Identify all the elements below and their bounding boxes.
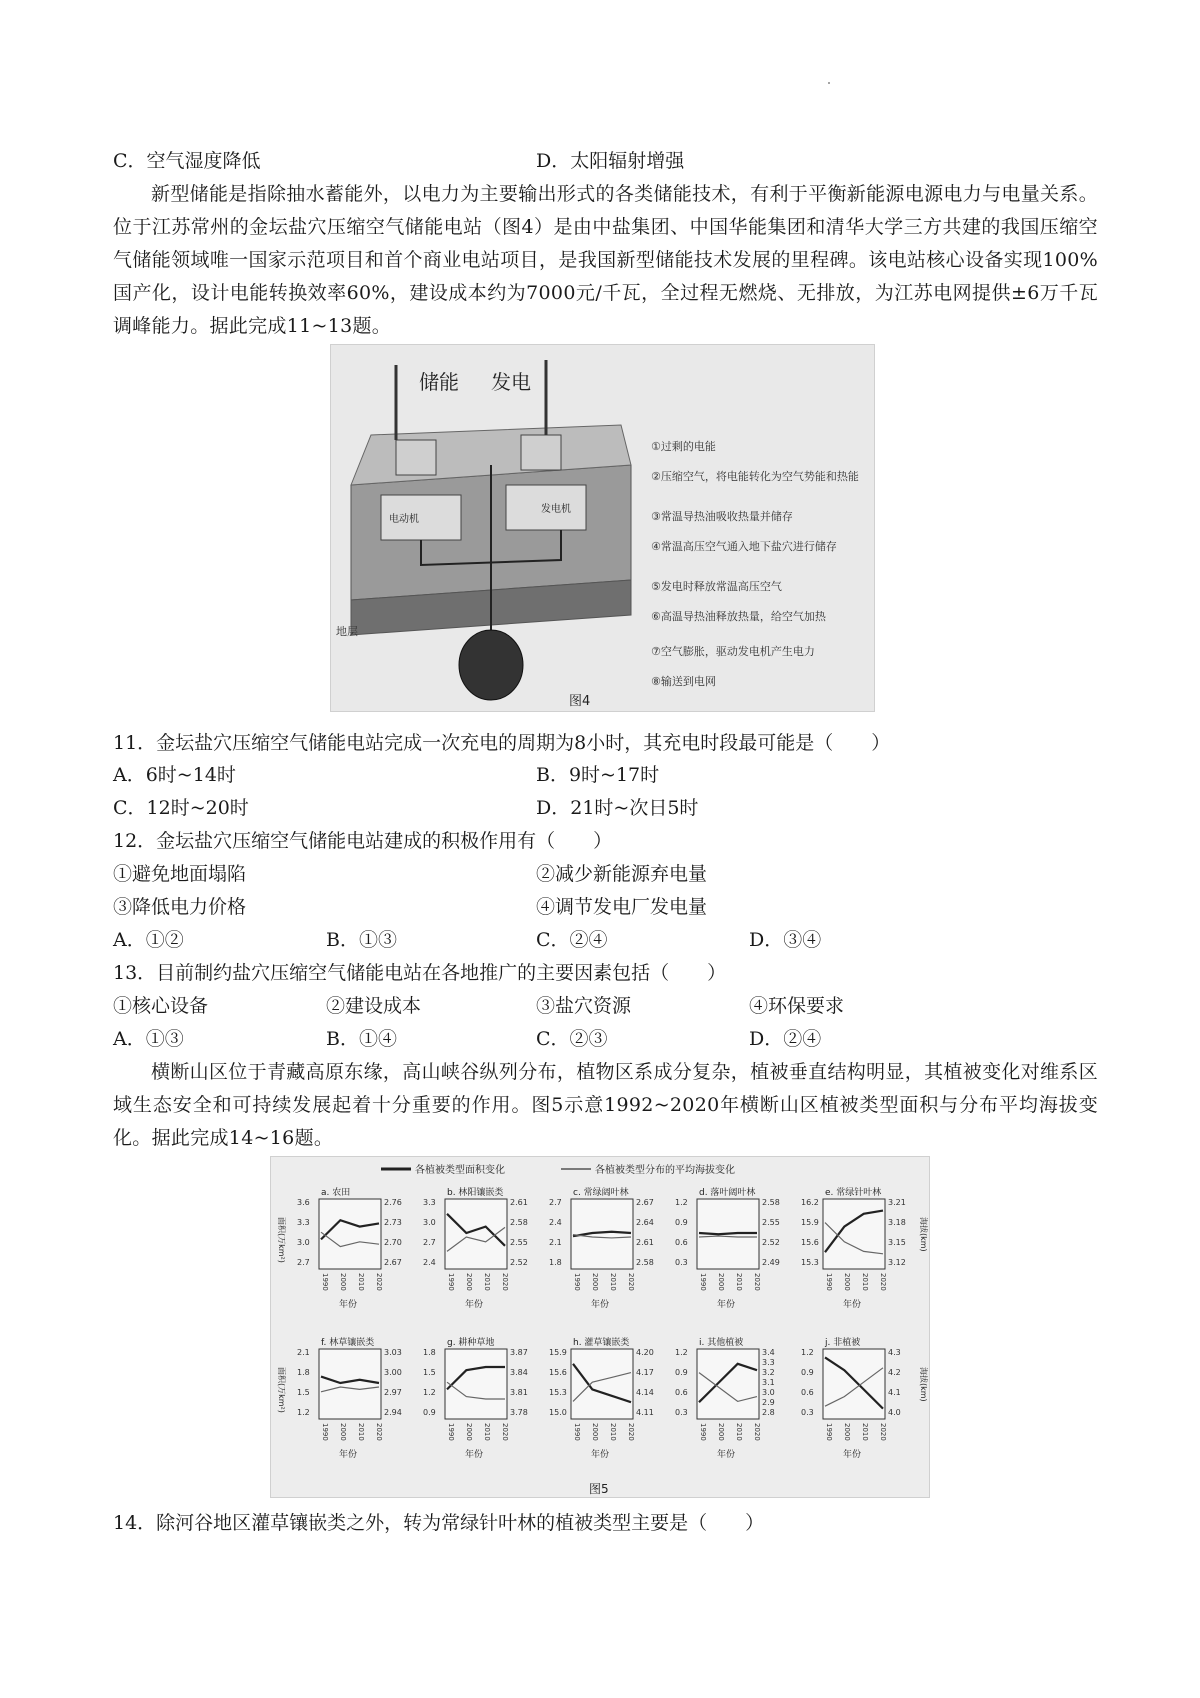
figure-5-left-tick: 15.6 <box>549 1368 567 1377</box>
figure-5-right-tick: 2.58 <box>510 1218 528 1227</box>
figure-5-year-tick: 2010 <box>357 1273 365 1291</box>
figure-5-year-tick: 1990 <box>825 1273 833 1291</box>
figure-5-right-tick: 4.1 <box>888 1388 901 1397</box>
figure-5-right-tick: 3.78 <box>510 1408 528 1417</box>
figure-5-year-tick: 2010 <box>483 1273 491 1291</box>
figure-5-right-tick: 3.18 <box>888 1218 906 1227</box>
figure-5-left-tick: 1.2 <box>675 1198 688 1207</box>
figure-5-panel <box>801 1186 906 1310</box>
figure-5-right-tick: 3.00 <box>384 1368 402 1377</box>
figure-5-xlabel: 年份 <box>717 1450 736 1460</box>
figure-5-panel-frame <box>823 1349 885 1419</box>
figure-5-panel <box>549 1336 654 1460</box>
figure-5-panel <box>297 1336 402 1460</box>
figure-5-right-tick: 3.4 <box>762 1348 775 1357</box>
figure-5-right-tick: 2.70 <box>384 1238 402 1247</box>
figure-5-xlabel: 年份 <box>339 1300 358 1310</box>
figure-5-right-tick: 4.2 <box>888 1368 901 1377</box>
figure-5-ylabel-left: 面积(万km²) <box>277 1217 286 1263</box>
q12-item-4: ④调节发电厂发电量 <box>536 896 708 918</box>
figure-5-year-tick: 2020 <box>501 1273 509 1291</box>
q12-item-2: ②减少新能源弃电量 <box>536 863 708 885</box>
figure-5-left-tick: 1.2 <box>297 1408 310 1417</box>
figure-5-year-tick: 1990 <box>699 1273 707 1291</box>
figure-5-year-tick: 2000 <box>717 1423 725 1441</box>
figure-5-panel <box>297 1186 402 1310</box>
figure-4-step-7: ⑦空气膨胀，驱动发电机产生电力 <box>651 645 815 658</box>
figure-5-year-tick: 1990 <box>447 1423 455 1441</box>
figure-4-step-5: ⑤发电时释放常温高压空气 <box>651 580 782 593</box>
figure-5-right-tick: 3.3 <box>762 1358 775 1367</box>
figure-5-left-tick: 0.6 <box>801 1388 814 1397</box>
figure-5-right-tick: 3.81 <box>510 1388 528 1397</box>
figure-5-legend-area: 各植被类型面积变化 <box>415 1165 505 1176</box>
figure-5-panel-title: f. 林草镶嵌类 <box>321 1338 375 1348</box>
figure-5-year-tick: 2020 <box>753 1423 761 1441</box>
q12-option-c[interactable]: C．②④ <box>536 929 608 951</box>
figure-5-panel-title: h. 灌草镶嵌类 <box>573 1338 630 1348</box>
figure-5-right-tick: 2.67 <box>636 1198 654 1207</box>
figure-5-year-tick: 2010 <box>861 1273 869 1291</box>
figure-5-year-tick: 1990 <box>321 1273 329 1291</box>
figure-5-left-tick: 0.3 <box>675 1408 688 1417</box>
figure-5-right-tick: 4.17 <box>636 1368 654 1377</box>
figure-5-right-tick: 2.61 <box>510 1198 528 1207</box>
figure-5-year-tick: 2020 <box>501 1423 509 1441</box>
figure-5-xlabel: 年份 <box>843 1300 862 1310</box>
figure-5-year-tick: 2000 <box>339 1423 347 1441</box>
q12-option-d[interactable]: D．③④ <box>749 929 822 951</box>
figure-5-left-tick: 0.9 <box>675 1368 688 1377</box>
figure-5-left-tick: 2.4 <box>549 1218 562 1227</box>
figure-5-left-tick: 3.6 <box>297 1198 310 1207</box>
figure-4-label-generate: 发电 <box>491 370 531 394</box>
figure-5-right-tick: 2.55 <box>762 1218 780 1227</box>
figure-5-xlabel: 年份 <box>465 1300 484 1310</box>
figure-5-left-tick: 15.0 <box>549 1408 567 1417</box>
figure-5-left-tick: 2.7 <box>423 1238 436 1247</box>
figure-5-year-tick: 2000 <box>591 1423 599 1441</box>
figure-5-year-tick: 2010 <box>609 1423 617 1441</box>
figure-5-right-tick: 2.64 <box>636 1218 654 1227</box>
figure-5-panel-title: g. 耕种草地 <box>447 1338 495 1348</box>
figure-5-right-tick: 2.8 <box>762 1408 775 1417</box>
figure-5-year-tick: 2020 <box>879 1273 887 1291</box>
passage-hengduan: 横断山区位于青藏高原东缘，高山峡谷纵列分布，植物区系成分复杂，植被垂直结构明显，其植被变化对维系区域生态安全和可持续发展起着十分重要的作用。图5示意1992~2020年横断山区植被类型面积与分布平均海拔变化。据此完成14~16题。 <box>113 1061 1098 1149</box>
figure-5-ylabel-right: 海拔(km) <box>919 1217 928 1252</box>
figure-4-label-storage: 储能 <box>419 370 459 394</box>
figure-5-caption: 图5 <box>589 1482 609 1496</box>
figure-5-right-tick: 3.03 <box>384 1348 402 1357</box>
figure-5-right-tick: 3.87 <box>510 1348 528 1357</box>
figure-5-right-tick: 2.55 <box>510 1238 528 1247</box>
figure-5-left-tick: 0.9 <box>675 1218 688 1227</box>
figure-5-panel-title: i. 其他植被 <box>699 1338 744 1348</box>
figure-5-left-tick: 15.3 <box>549 1388 567 1397</box>
figure-5-right-tick: 4.3 <box>888 1348 901 1357</box>
figure-4-step-3: ③常温导热油吸收热量并储存 <box>651 510 793 523</box>
figure-5-left-tick: 2.1 <box>549 1238 562 1247</box>
figure-5-ylabel-right: 海拔(km) <box>919 1367 928 1402</box>
figure-5-year-tick: 1990 <box>573 1423 581 1441</box>
figure-5-year-tick: 2020 <box>627 1273 635 1291</box>
figure-5-year-tick: 2010 <box>357 1423 365 1441</box>
figure-5-left-tick: 0.9 <box>801 1368 814 1377</box>
figure-5 <box>270 1156 930 1498</box>
figure-5-year-tick: 2010 <box>483 1423 491 1441</box>
figure-5-panel-title: d. 落叶阔叶林 <box>699 1188 756 1198</box>
figure-5-panel <box>423 1186 528 1310</box>
figure-5-right-tick: 2.58 <box>762 1198 780 1207</box>
figure-5-panel-title: b. 林阳镶嵌类 <box>447 1188 504 1198</box>
figure-5-year-tick: 1990 <box>321 1423 329 1441</box>
figure-5-year-tick: 2000 <box>843 1423 851 1441</box>
figure-5-left-tick: 2.4 <box>423 1258 436 1267</box>
figure-5-year-tick: 2010 <box>735 1423 743 1441</box>
figure-5-year-tick: 2010 <box>609 1273 617 1291</box>
figure-5-left-tick: 1.2 <box>423 1388 436 1397</box>
figure-5-panel-frame <box>445 1349 507 1419</box>
figure-5-xlabel: 年份 <box>339 1450 358 1460</box>
figure-4-step-4: ④常温高压空气通入地下盐穴进行储存 <box>651 540 837 553</box>
figure-5-panel-title: c. 常绿阔叶林 <box>573 1188 629 1198</box>
q11-option-b[interactable]: B．9时~17时 <box>536 764 660 786</box>
q13-item-4: ④环保要求 <box>749 995 845 1017</box>
figure-5-right-tick: 2.52 <box>762 1238 780 1247</box>
figure-4-step-8: ⑧输送到电网 <box>651 675 716 688</box>
figure-5-left-tick: 2.7 <box>549 1198 562 1207</box>
q13-option-b[interactable]: B．①④ <box>326 1028 397 1050</box>
figure-5-year-tick: 2000 <box>591 1273 599 1291</box>
figure-5-left-tick: 3.0 <box>297 1238 310 1247</box>
figure-5-left-tick: 0.6 <box>675 1388 688 1397</box>
figure-5-year-tick: 2020 <box>627 1423 635 1441</box>
figure-5-left-tick: 15.6 <box>801 1238 819 1247</box>
figure-5-left-tick: 1.8 <box>297 1368 310 1377</box>
figure-4-step-2: ②压缩空气，将电能转化为空气势能和热能 <box>651 470 859 483</box>
figure-5-panel-frame <box>445 1199 507 1269</box>
figure-4-layer-label: 地层 <box>336 625 358 638</box>
figure-5-right-tick: 4.0 <box>888 1408 901 1417</box>
q12-option-a[interactable]: A．①② <box>113 929 184 951</box>
q12-stem: 12．金坛盐穴压缩空气储能电站建成的积极作用有（ ） <box>113 830 613 852</box>
figure-5-right-tick: 3.12 <box>888 1258 906 1267</box>
figure-5-left-tick: 3.0 <box>423 1218 436 1227</box>
figure-5-right-tick: 2.97 <box>384 1388 402 1397</box>
figure-5-left-tick: 0.3 <box>801 1408 814 1417</box>
figure-5-left-tick: 15.3 <box>801 1258 819 1267</box>
q11-stem: 11．金坛盐穴压缩空气储能电站完成一次充电的周期为8小时，其充电时段最可能是（ ） <box>113 732 891 754</box>
figure-5-charts <box>271 1157 929 1497</box>
figure-5-panel <box>675 1336 775 1460</box>
q12-item-1: ①避免地面塌陷 <box>113 863 247 885</box>
figure-5-ylabel-left: 面积(万km²) <box>277 1367 286 1413</box>
figure-5-left-tick: 1.5 <box>297 1388 310 1397</box>
figure-5-area-line <box>699 1233 757 1234</box>
figure-5-right-tick: 3.0 <box>762 1388 775 1397</box>
figure-5-right-tick: 2.52 <box>510 1258 528 1267</box>
figure-5-left-tick: 1.2 <box>801 1348 814 1357</box>
q13-item-2: ②建设成本 <box>326 995 422 1017</box>
figure-5-year-tick: 1990 <box>573 1273 581 1291</box>
figure-5-left-tick: 2.7 <box>297 1258 310 1267</box>
figure-5-right-tick: 2.73 <box>384 1218 402 1227</box>
figure-5-year-tick: 2020 <box>879 1423 887 1441</box>
figure-5-panel-title: e. 常绿针叶林 <box>825 1188 882 1198</box>
figure-5-right-tick: 3.15 <box>888 1238 906 1247</box>
figure-5-legend-altitude: 各植被类型分布的平均海拔变化 <box>595 1165 735 1176</box>
passage-energy-storage: 新型储能是指除抽水蓄能外，以电力为主要输出形式的各类储能技术，有利于平衡新能源电源电力与电量关系。位于江苏常州的金坛盐穴压缩空气储能电站（图4）是由中盐集团、中国华能集团和清华大学三方共建的我国压缩空气储能领域唯一国家示范项目和首个商业电站项目，是我国新型储能技术发展的里程碑。该电站核心设备实现100%国产化，设计电能转换效率60%，建设成本约为7000元/千瓦，全过程无燃烧、无排放，为江苏电网提供±6万千瓦调峰能力。据此完成11~13题。 <box>113 183 1098 337</box>
q10-option-c[interactable]: C．空气湿度降低 <box>113 150 261 172</box>
figure-5-left-tick: 1.2 <box>675 1348 688 1357</box>
figure-5-right-tick: 3.1 <box>762 1378 775 1387</box>
figure-5-panel <box>423 1336 528 1460</box>
figure-5-right-tick: 4.11 <box>636 1408 654 1417</box>
figure-5-xlabel: 年份 <box>717 1300 736 1310</box>
figure-5-left-tick: 0.6 <box>675 1238 688 1247</box>
figure-5-year-tick: 2000 <box>465 1273 473 1291</box>
figure-5-year-tick: 1990 <box>825 1423 833 1441</box>
figure-4-caption: 图4 <box>569 694 591 709</box>
figure-5-left-tick: 1.5 <box>423 1368 436 1377</box>
figure-4-step-6: ⑥高温导热油释放热量，给空气加热 <box>651 610 826 623</box>
figure-4-illustration <box>331 345 874 711</box>
figure-5-xlabel: 年份 <box>591 1300 610 1310</box>
figure-5-right-tick: 4.14 <box>636 1388 654 1397</box>
figure-4-motor-label: 电动机 <box>389 514 419 525</box>
figure-5-right-tick: 3.21 <box>888 1198 906 1207</box>
figure-5-year-tick: 2000 <box>717 1273 725 1291</box>
q13-option-c[interactable]: C．②③ <box>536 1028 608 1050</box>
figure-5-left-tick: 3.3 <box>423 1198 436 1207</box>
q13-item-3: ③盐穴资源 <box>536 995 632 1017</box>
figure-5-year-tick: 1990 <box>699 1423 707 1441</box>
figure-4 <box>330 344 875 712</box>
scan-dot <box>828 82 830 84</box>
figure-5-year-tick: 2000 <box>339 1273 347 1291</box>
q11-option-c[interactable]: C．12时~20时 <box>113 797 249 819</box>
q13-option-d[interactable]: D．②④ <box>749 1028 822 1050</box>
figure-5-year-tick: 2000 <box>465 1423 473 1441</box>
figure-5-left-tick: 15.9 <box>549 1348 567 1357</box>
figure-5-right-tick: 2.61 <box>636 1238 654 1247</box>
figure-5-year-tick: 1990 <box>447 1273 455 1291</box>
figure-5-panel-frame <box>571 1349 633 1419</box>
figure-5-left-tick: 16.2 <box>801 1198 819 1207</box>
q12-option-b[interactable]: B．①③ <box>326 929 397 951</box>
q10-option-d[interactable]: D．太阳辐射增强 <box>536 150 685 172</box>
figure-5-right-tick: 3.84 <box>510 1368 528 1377</box>
figure-5-right-tick: 4.20 <box>636 1348 654 1357</box>
figure-5-left-tick: 1.8 <box>549 1258 562 1267</box>
q13-option-a[interactable]: A．①③ <box>113 1028 184 1050</box>
figure-5-year-tick: 2010 <box>735 1273 743 1291</box>
figure-5-panel <box>801 1336 901 1460</box>
q14-stem: 14．除河谷地区灌草镶嵌类之外，转为常绿针叶林的植被类型主要是（ ） <box>113 1512 765 1534</box>
q11-option-d[interactable]: D．21时~次日5时 <box>536 797 699 819</box>
figure-5-right-tick: 2.76 <box>384 1198 402 1207</box>
figure-5-year-tick: 2010 <box>861 1423 869 1441</box>
figure-4-generator-label: 发电机 <box>541 504 571 515</box>
figure-4-step-1: ①过剩的电能 <box>651 440 716 453</box>
figure-5-panel <box>675 1186 780 1310</box>
q12-item-3: ③降低电力价格 <box>113 896 247 918</box>
figure-5-right-tick: 2.49 <box>762 1258 780 1267</box>
figure-5-year-tick: 2020 <box>375 1273 383 1291</box>
figure-5-year-tick: 2000 <box>843 1273 851 1291</box>
figure-5-right-tick: 2.58 <box>636 1258 654 1267</box>
figure-5-xlabel: 年份 <box>843 1450 862 1460</box>
figure-5-left-tick: 15.9 <box>801 1218 819 1227</box>
figure-5-right-tick: 3.2 <box>762 1368 775 1377</box>
figure-5-left-tick: 0.3 <box>675 1258 688 1267</box>
figure-5-year-tick: 2020 <box>375 1423 383 1441</box>
figure-5-left-tick: 3.3 <box>297 1218 310 1227</box>
figure-5-panel-frame <box>697 1349 759 1419</box>
figure-5-panel-title: a. 农田 <box>321 1188 351 1198</box>
figure-5-left-tick: 1.8 <box>423 1348 436 1357</box>
figure-5-right-tick: 2.9 <box>762 1398 775 1407</box>
figure-5-right-tick: 2.67 <box>384 1258 402 1267</box>
figure-5-panel-frame <box>823 1199 885 1269</box>
q11-option-a[interactable]: A．6时~14时 <box>113 764 236 786</box>
figure-5-right-tick: 2.94 <box>384 1408 402 1417</box>
figure-5-panel-frame <box>319 1349 381 1419</box>
figure-5-xlabel: 年份 <box>591 1450 610 1460</box>
figure-5-left-tick: 0.9 <box>423 1408 436 1417</box>
figure-5-xlabel: 年份 <box>465 1450 484 1460</box>
figure-5-panel-title: j. 非植被 <box>825 1338 861 1348</box>
q13-item-1: ①核心设备 <box>113 995 209 1017</box>
figure-5-year-tick: 2020 <box>753 1273 761 1291</box>
figure-5-left-tick: 2.1 <box>297 1348 310 1357</box>
q13-stem: 13．目前制约盐穴压缩空气储能电站在各地推广的主要因素包括（ ） <box>113 962 727 984</box>
figure-5-panel <box>549 1186 654 1310</box>
figure-5-panel-frame <box>319 1199 381 1269</box>
